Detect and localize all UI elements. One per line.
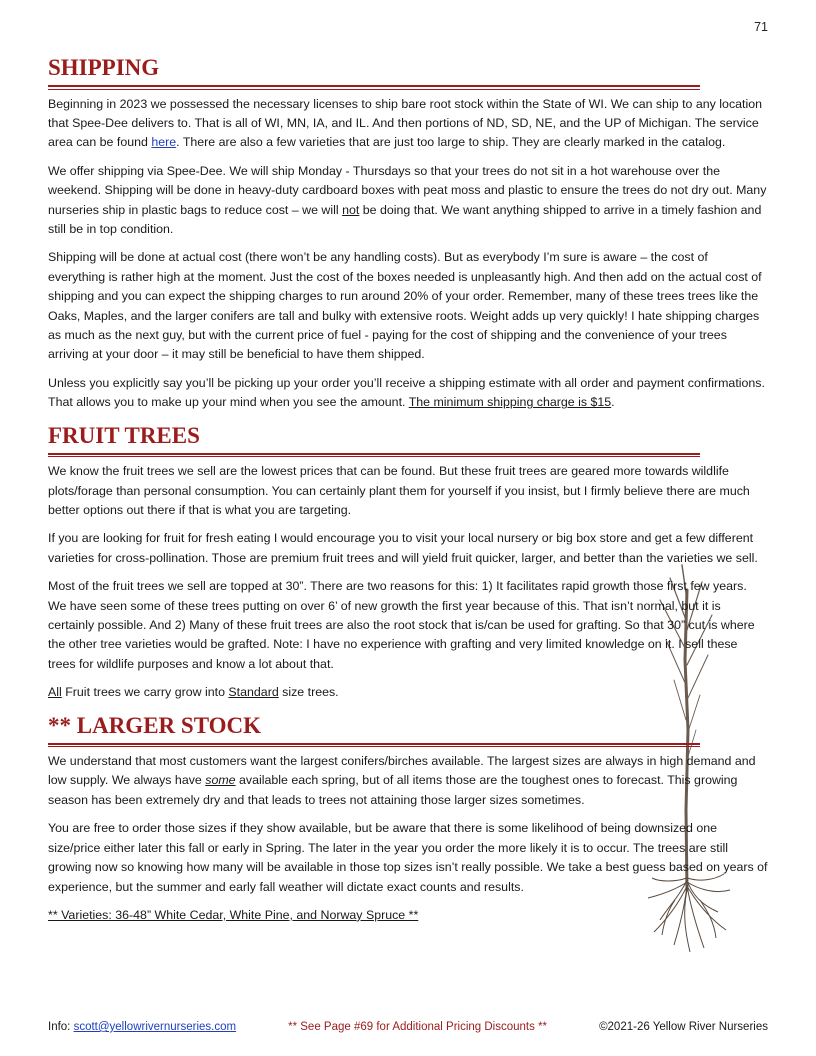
section-title-shipping: SHIPPING <box>48 55 160 80</box>
fruit-paragraph-1: We know the fruit trees we sell are the lowest prices that can be found. But these fruit trees are geared more towards wildlife plots/forage than personal consumption. You can certainly plant them for yourself if you insist, but I firmly believe there are much better options out there if that is what you are targeting. <box>48 464 750 517</box>
page-number: 71 <box>754 20 768 34</box>
service-area-link[interactable]: here <box>151 135 177 150</box>
section-title-larger-stock: ** LARGER STOCK <box>48 712 262 738</box>
section-shipping <box>48 54 768 413</box>
page-footer <box>48 1021 768 1033</box>
heading-divider <box>48 85 700 90</box>
fruit-paragraph-2: If you are looking for fruit for fresh eating I would encourage you to visit your local nursery or big box store and get a few different varieties for cross-pollination. Those are premium fruit trees and will yield fruit quicker, larger, and better than the varieties we sell. <box>48 531 758 565</box>
shipping-paragraph-2: We offer shipping via Spee-Dee. We will ship Monday - Thursdays so that your trees do not sit in a hot warehouse over the weekend. Shipping will be done in heavy-duty cardboard boxes with peat moss and plastic to ensure the trees do not dry out. Many nurseries ship in plastic bags to reduce cost – we will not be doing that. We want anything shipped to arrive in a timely fashion and still be in top condition. <box>48 163 767 236</box>
shipping-paragraph-4: Unless you explicitly say you’ll be picking up your order you’ll receive a shipping estimate with all order and payment confirmations. That allows you to make up your mind when you see the amount. The minimum shipping charge is $15. <box>48 375 765 410</box>
shipping-paragraph-1: Beginning in 2023 we possessed the necessary licenses to ship bare root stock within the State of WI. We can ship to any location that Spee-Dee delivers to. That is all of WI, MN, IA, and IL. And then portions of ND, SD, NE, and the UP of Michigan. The service area can be found here. There are also a few varieties that are just too large to ship. They are clearly marked in the catalog. <box>48 96 763 150</box>
larger-stock-varieties: ** Varieties: 36-48” White Cedar, White Pine, and Norway Spruce ** <box>48 907 419 922</box>
footer-info: Info: scott@yellowrivernurseries.com <box>48 1021 237 1033</box>
larger-stock-paragraph-1: We understand that most customers want the largest conifers/birches available. The largest sizes are always in high demand and low supply. We always have some available each spring, but of all items those are the toughest ones to forecast. This growing season has been extremely dry and that leads to trees not attaining those larger sizes sometimes. <box>48 754 756 807</box>
larger-stock-paragraph-2: You are free to order those sizes if they show available, but be aware that there is some likelihood of being downsized one size/price either later this fall or early in Spring. The later in the year you order the more likely it is to occur. The trees are still growing now so knowing how many will be available in those top sizes isn’t really possible. We take a best guess based on years of experience, but the summer and early fall weather will dictate exact counts and results. <box>48 821 768 894</box>
footer-discount-note: ** See Page #69 for Additional Pricing Discounts ** <box>288 1021 548 1033</box>
section-larger-stock <box>48 712 768 926</box>
footer-copyright: ©2021-26 Yellow River Nurseries <box>599 1021 768 1033</box>
minimum-shipping-charge: The minimum shipping charge is $15 <box>408 395 612 410</box>
section-fruit-trees <box>48 422 768 703</box>
fruit-paragraph-4: All Fruit trees we carry grow into Standard size trees. <box>48 685 339 700</box>
shipping-paragraph-3: Shipping will be done at actual cost (there won’t be any handling costs). But as everybody I’m sure is aware – the cost of everything is rather high at the moment. Just the cost of the boxes needed is unpleasantly high. And then add on the actual cost of shipping and you can expect the shipping charges to run around 20% of your order. Remember, many of these trees trees like the Oaks, Maples, and the larger conifers are tall and bulky with extensive roots. Weight adds up very quickly! I hate shipping charges as much as the next guy, but with the current price of fuel - paying for the cost of shipping and the convenience of your trees arriving at your door – it may still be beneficial to have them shipped. <box>48 250 762 362</box>
page-content <box>48 54 768 934</box>
fruit-paragraph-3: Most of the fruit trees we sell are topped at 30”. There are two reasons for this: 1) It facilitates rapid growth those first few years. We have seen some of these trees putting on over 6’ of new growth the first year because of this. That isn’t normal, but it is certainly possible. And 2) Many of these fruit trees are also the root stock that is/can be used for grafting. So that 30” cut is where the other tree varieties would be grafted. Note: I have no experience with grafting and very limited knowledge on it. I sell these trees for wildlife purposes and know a lot about that. <box>48 579 755 671</box>
heading-divider <box>48 743 700 748</box>
section-title-fruit-trees: FRUIT TREES <box>48 422 200 448</box>
contact-email-link[interactable]: scott@yellowrivernurseries.com <box>73 1021 237 1033</box>
heading-divider <box>48 453 700 458</box>
